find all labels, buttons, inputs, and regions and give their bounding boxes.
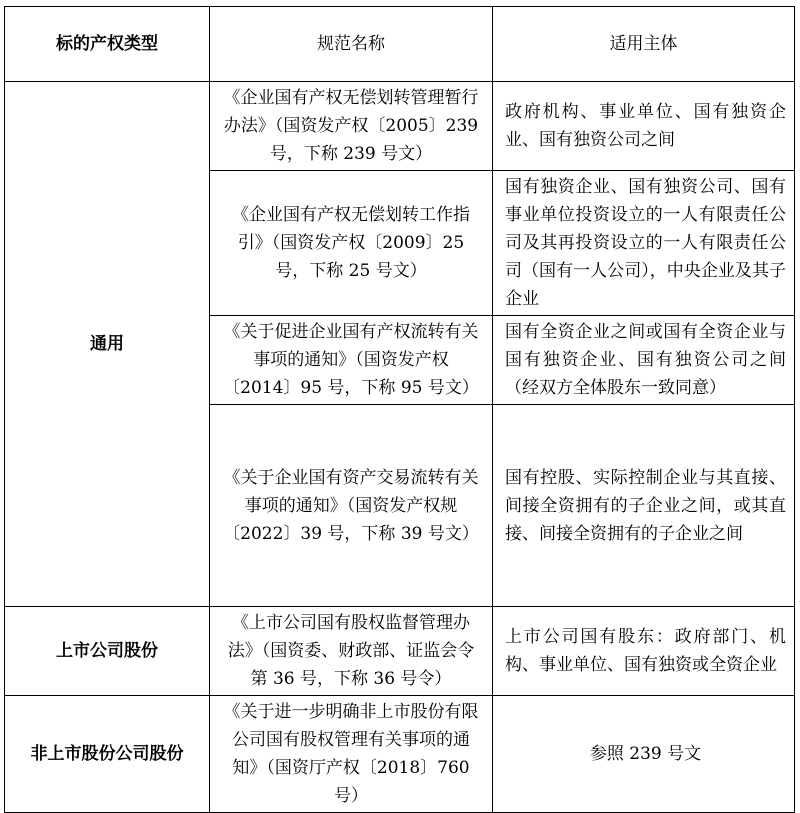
regulation-cell: 《关于企业国有资产交易流转有关事项的通知》（国资发产权规〔2022〕39 号，下称 39 号文） xyxy=(210,405,493,607)
asset-type-cell: 通用 xyxy=(5,82,210,607)
subjects-cell: 国有控股、实际控制企业与其直接、间接全资拥有的子企业之间，或其直接、间接全资拥有的子企业之间 xyxy=(493,405,795,607)
asset-type-cell: 上市公司股份 xyxy=(5,607,210,696)
regulation-cell: 《关于促进企业国有产权流转有关事项的通知》（国资发产权〔2014〕95 号，下称 95 号文） xyxy=(210,316,493,405)
subjects-cell: 上市公司国有股东：政府部门、机构、事业单位、国有独资或全资企业 xyxy=(493,607,795,696)
regulation-cell: 《企业国有产权无偿划转工作指引》（国资发产权〔2009〕25 号，下称 25 号文） xyxy=(210,171,493,316)
subjects-cell: 参照 239 号文 xyxy=(493,696,795,813)
subjects-cell: 国有全资企业之间或国有全资企业与国有独资企业、国有独资公司之间（经双方全体股东一致同意） xyxy=(493,316,795,405)
header-asset-type: 标的产权类型 xyxy=(5,7,210,82)
regulation-cell: 《企业国有产权无偿划转管理暂行办法》（国资发产权〔2005〕239 号，下称 239 号文） xyxy=(210,82,493,171)
header-applicable-subjects: 适用主体 xyxy=(493,7,795,82)
header-regulation-name: 规范名称 xyxy=(210,7,493,82)
header-row xyxy=(5,7,795,82)
asset-type-cell: 非上市股份公司股份 xyxy=(5,696,210,813)
regulation-cell: 《关于进一步明确非上市股份有限公司国有股权管理有关事项的通知》（国资厅产权〔2018〕760 号） xyxy=(210,696,493,813)
regulation-cell: 《上市公司国有股权监督管理办法》（国资委、财政部、证监会令第 36 号，下称 36 号令） xyxy=(210,607,493,696)
subjects-cell: 政府机构、事业单位、国有独资企业、国有独资公司之间 xyxy=(493,82,795,171)
subjects-cell: 国有独资企业、国有独资公司、国有事业单位投资设立的一人有限责任公司及其再投资设立的一人有限责任公司（国有一人公司），中央企业及其子企业 xyxy=(493,171,795,316)
table-row xyxy=(5,82,795,171)
regulation-table xyxy=(4,6,795,813)
table-row xyxy=(5,607,795,696)
